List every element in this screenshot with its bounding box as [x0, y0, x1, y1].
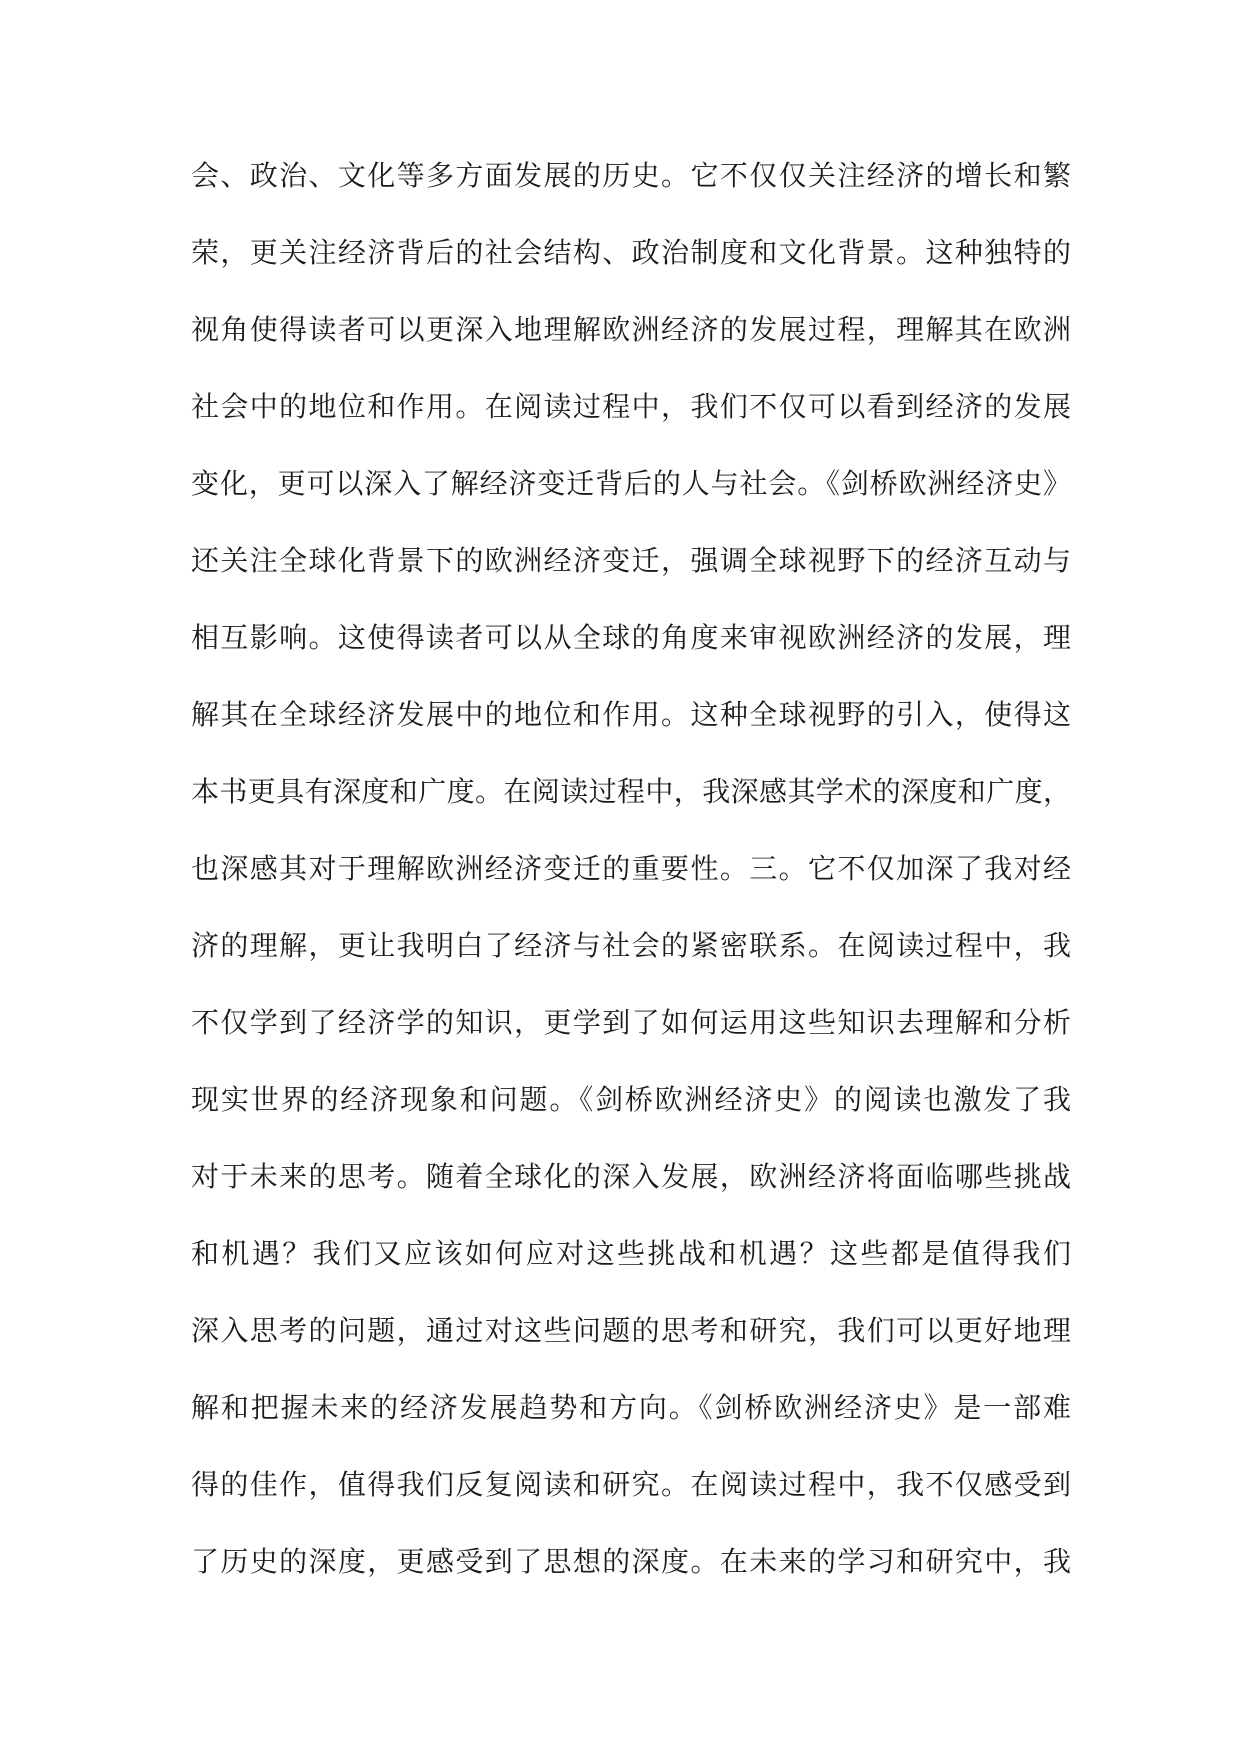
text-line: 了历史的深度，更感受到了思想的深度。在未来的学习和研究中，我 [191, 1545, 1071, 1578]
text-line: 不仅学到了经济学的知识，更学到了如何运用这些知识去理解和分析 [191, 1006, 1071, 1039]
text-line: 解其在全球经济发展中的地位和作用。这种全球视野的引入，使得这 [191, 698, 1071, 731]
text-line: 变化，更可以深入了解经济变迁背后的人与社会。《剑桥欧洲经济史》 [191, 467, 1071, 500]
text-line: 视角使得读者可以更深入地理解欧洲经济的发展过程，理解其在欧洲 [191, 313, 1071, 346]
text-line: 现实世界的经济现象和问题。《剑桥欧洲经济史》的阅读也激发了我 [191, 1083, 1071, 1116]
text-line: 还关注全球化背景下的欧洲经济变迁，强调全球视野下的经济互动与 [191, 544, 1071, 577]
text-line: 深入思考的问题，通过对这些问题的思考和研究，我们可以更好地理 [191, 1314, 1071, 1347]
text-line: 社会中的地位和作用。在阅读过程中，我们不仅可以看到经济的发展 [191, 390, 1071, 423]
text-line: 也深感其对于理解欧洲经济变迁的重要性。三。它不仅加深了我对经 [191, 852, 1071, 885]
text-line: 解和把握未来的经济发展趋势和方向。《剑桥欧洲经济史》是一部难 [191, 1391, 1071, 1424]
text-line: 对于未来的思考。随着全球化的深入发展，欧洲经济将面临哪些挑战 [191, 1160, 1071, 1193]
body-text [191, 150, 1071, 1613]
text-line: 荣，更关注经济背后的社会结构、政治制度和文化背景。这种独特的 [191, 236, 1071, 269]
text-line: 济的理解，更让我明白了经济与社会的紧密联系。在阅读过程中，我 [191, 929, 1071, 962]
text-line: 和机遇？我们又应该如何应对这些挑战和机遇？这些都是值得我们 [191, 1237, 1071, 1270]
text-line: 得的佳作，值得我们反复阅读和研究。在阅读过程中，我不仅感受到 [191, 1468, 1071, 1501]
text-line: 本书更具有深度和广度。在阅读过程中，我深感其学术的深度和广度， [191, 775, 1071, 808]
text-line: 相互影响。这使得读者可以从全球的角度来审视欧洲经济的发展，理 [191, 621, 1071, 654]
text-line: 会、政治、文化等多方面发展的历史。它不仅仅关注经济的增长和繁 [191, 159, 1071, 192]
